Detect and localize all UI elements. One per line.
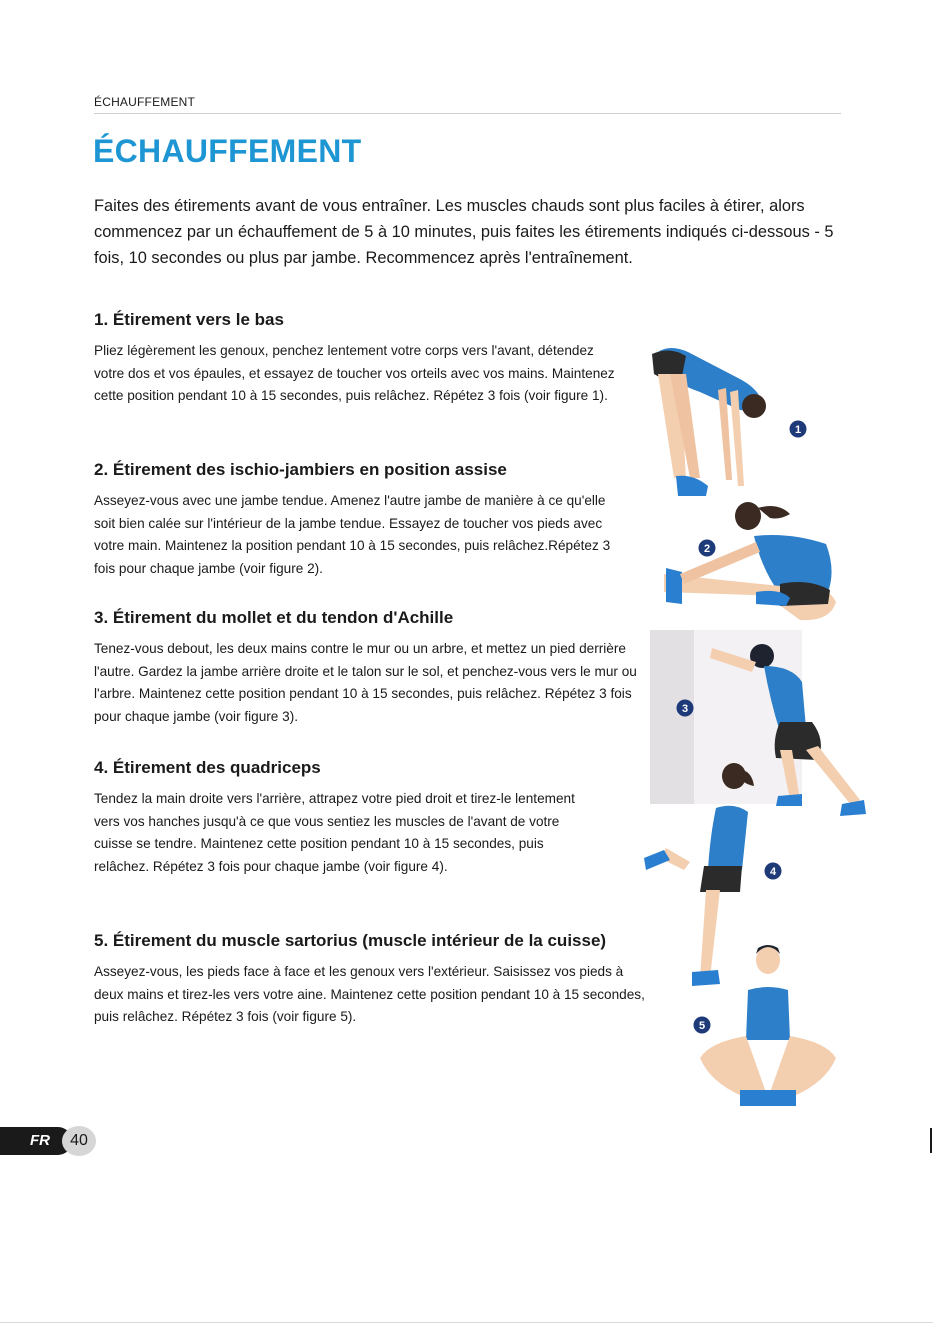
bottom-divider [0,1322,933,1323]
section-title: 5. Étirement du muscle sartorius (muscle intérieur de la cuisse) [94,931,607,950]
language-tab: FR [0,1127,72,1155]
section-body: Tendez la main droite vers l'arrière, attrapez votre pied droit et tirez-le lentement vers vos hanches jusqu'à ce que vous sentiez les muscles de l'avant de votre cuisse se tendre. Maintenez cette position pendant 10 à 15 secondes, puis relâchez. Répétez 3 fois pour chaque jambe (voir figure 4). [94,791,575,874]
section-sartorius-stretch [94,928,649,1029]
svg-text:1: 1 [794,424,802,436]
figure-2-seated-hamstring [664,502,836,620]
figure-1-forward-bend [652,348,766,496]
section-calf-stretch [94,605,639,728]
page-number: 40 [62,1126,96,1156]
figure-5-sartorius [700,945,836,1106]
figure-3-calf-stretch [650,630,866,816]
crop-mark [930,1128,932,1153]
svg-text:2: 2 [703,543,711,555]
section-body: Asseyez-vous, les pieds face à face et les genoux vers l'extérieur. Saisissez vos pieds à deux mains et tirez-les vers votre aine. Maintenez cette position pendant 10 à 15 secondes, puis relâchez. Répétez 3 fois (voir figure 5). [94,964,645,1025]
page-title: ÉCHAUFFEMENT [93,133,362,169]
section-quadriceps-stretch [94,755,579,878]
section-body: Asseyez-vous avec une jambe tendue. Amenez l'autre jambe de manière à ce qu'elle soit bien calée sur l'intérieur de la jambe tendue. Essayez de toucher vos pieds avec votre main. Maintenez la position pendant 10 à 15 secondes, puis relâchez.Répétez 3 fois pour chaque jambe (voir figure 2). [94,493,611,576]
section-hamstring-stretch [94,457,624,580]
section-title: 2. Étirement des ischio-jambiers en position assise [94,460,507,479]
stretch-figures-svg [630,330,880,1120]
section-downward-stretch [94,307,624,408]
section-title: 3. Étirement du mollet et du tendon d'Achille [94,608,454,627]
section-body: Pliez légèrement les genoux, penchez lentement votre corps vers l'avant, détendez votre dos et vos épaules, et essayez de toucher vos orteils avec vos mains. Maintenez cette position pendant 10 à 15 secondes, puis relâchez. Répétez 3 fois (voir figure 1). [94,343,615,404]
svg-text:5: 5 [698,1020,706,1032]
section-title: 4. Étirement des quadriceps [94,758,321,777]
stretch-illustrations [630,330,880,1120]
header-divider [94,113,841,114]
section-body: Tenez-vous debout, les deux mains contre le mur ou un arbre, et mettez un pied derrière l'autre. Gardez la jambe arrière droite et le talon sur le sol, et penchez-vous vers le mur ou l'arbre. Maintenez cette position pendant 10 à 15 secondes, puis relâchez. Répétez 3 fois pour chaque jambe (voir figure 3). [94,641,637,724]
section-title: 1. Étirement vers le bas [94,310,284,329]
running-head: ÉCHAUFFEMENT [94,95,196,109]
svg-text:3: 3 [681,703,689,715]
svg-text:4: 4 [769,866,777,878]
intro-paragraph: Faites des étirements avant de vous entraîner. Les muscles chauds sont plus faciles à étirer, alors commencez par un échauffement de 5 à 10 minutes, puis faites les étirements indiqués ci-dessous - 5 fois, 10 secondes ou plus par jambe. Recommencez après l'entraînement. [94,197,834,267]
